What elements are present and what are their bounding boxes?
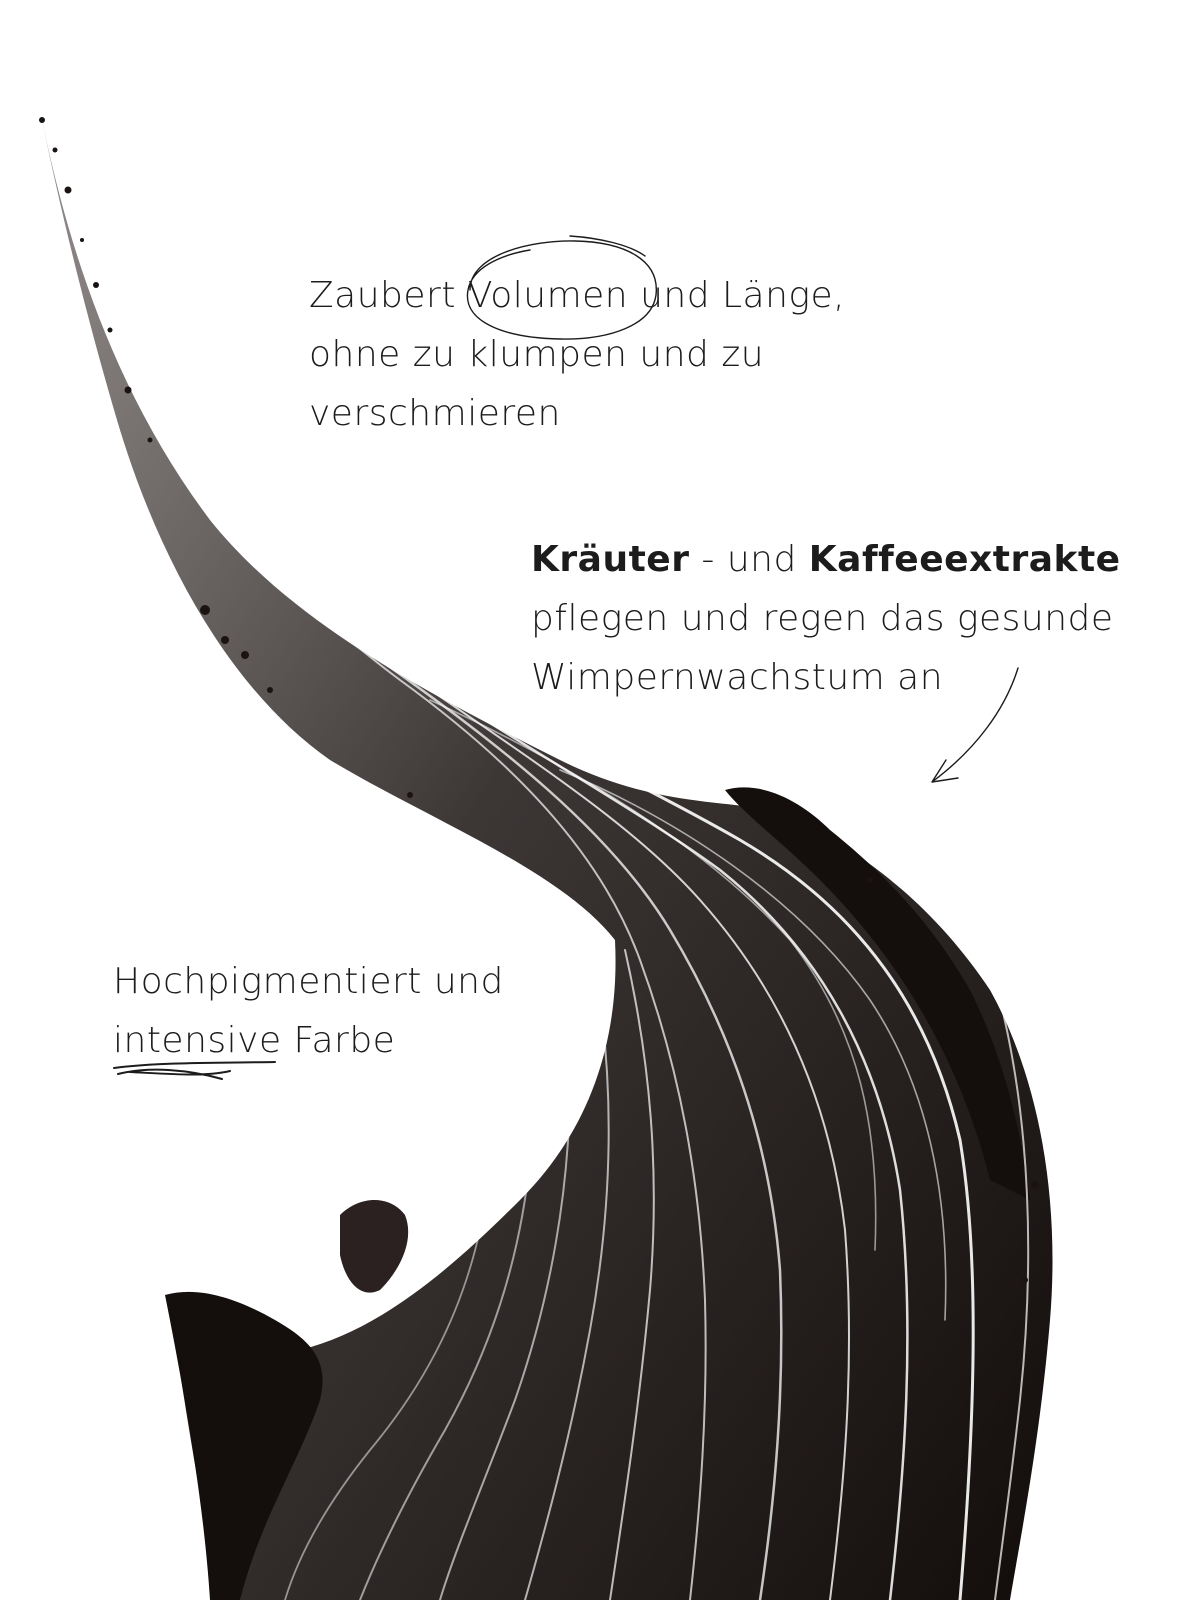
bold-word: Kräuter — [531, 539, 690, 580]
feature-extracts-text — [531, 530, 1121, 707]
text-segment: und Länge, — [628, 275, 846, 316]
bold-word: Kaffeeextrakte — [808, 539, 1121, 580]
feature-volume-line3: verschmieren — [309, 393, 561, 434]
feature-extracts-line2: pflegen und regen das gesunde — [531, 598, 1114, 639]
feature-volume-line1 — [309, 266, 845, 325]
highlighted-word: Volumen — [467, 275, 629, 316]
feature-extracts-line1 — [531, 530, 1121, 589]
text-segment: - und — [689, 539, 809, 580]
feature-pigment-line1: Hochpigmentiert und — [113, 961, 504, 1002]
feature-extracts-line3: Wimpernwachstum an — [531, 657, 944, 698]
feature-volume-line2: ohne zu klumpen und zu — [309, 334, 765, 375]
feature-pigment-text — [113, 952, 504, 1070]
feature-volume-text — [309, 266, 845, 443]
feature-pigment-line2: intensive Farbe — [113, 1020, 396, 1061]
text-segment: Zaubert — [309, 275, 468, 316]
